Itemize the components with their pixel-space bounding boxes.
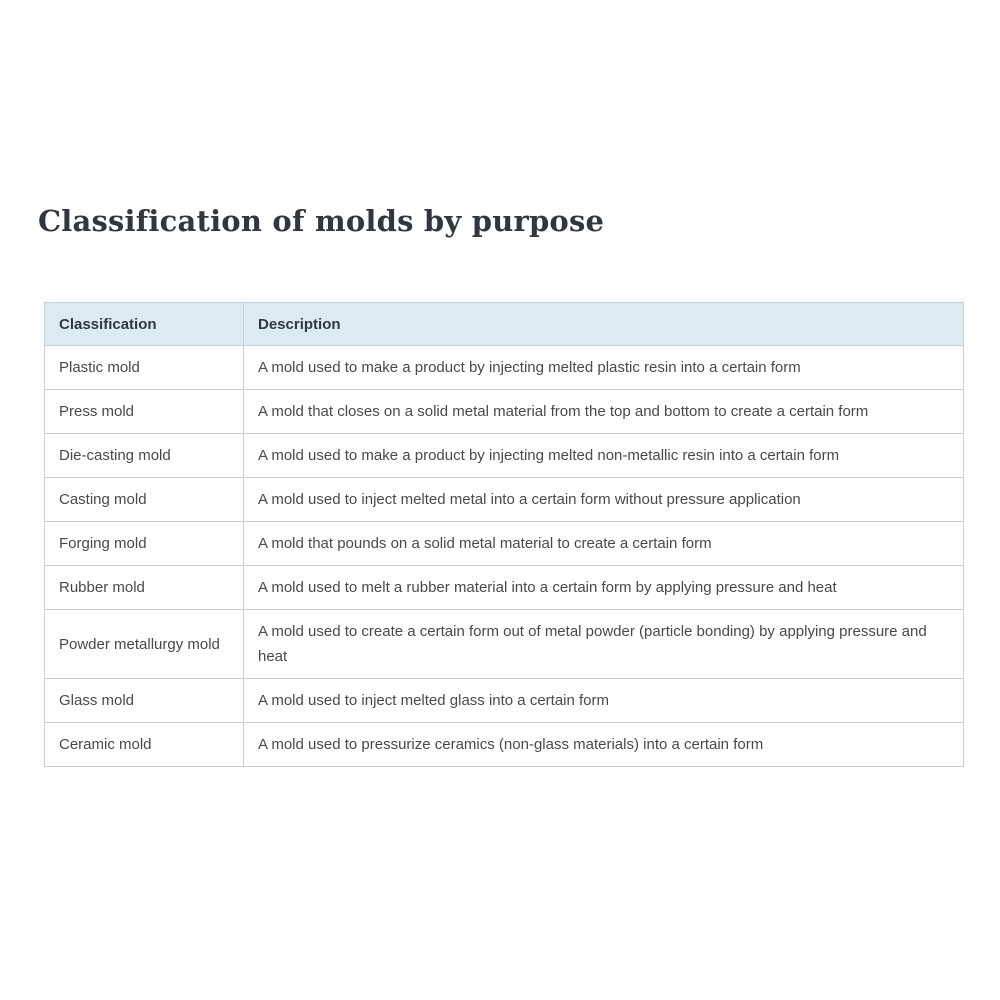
description-cell: A mold used to make a product by injecting melted non-metallic resin into a certain form: [244, 434, 964, 478]
description-cell: A mold used to create a certain form out of metal powder (particle bonding) by applying pressure and heat: [244, 610, 964, 679]
description-cell: A mold used to pressurize ceramics (non-glass materials) into a certain form: [244, 723, 964, 767]
table-row: [45, 346, 964, 390]
classification-cell: Powder metallurgy mold: [45, 610, 244, 679]
description-cell: A mold used to inject melted metal into a certain form without pressure application: [244, 478, 964, 522]
table-row: [45, 522, 964, 566]
classification-cell: Casting mold: [45, 478, 244, 522]
table-row: [45, 390, 964, 434]
table-row: [45, 610, 964, 679]
classification-cell: Die-casting mold: [45, 434, 244, 478]
classification-cell: Ceramic mold: [45, 723, 244, 767]
column-header-classification: Classification: [45, 303, 244, 346]
table-row: [45, 679, 964, 723]
description-cell: A mold used to make a product by injecting melted plastic resin into a certain form: [244, 346, 964, 390]
column-header-description: Description: [244, 303, 964, 346]
classification-cell: Press mold: [45, 390, 244, 434]
classification-cell: Forging mold: [45, 522, 244, 566]
classification-cell: Plastic mold: [45, 346, 244, 390]
page-title: Classification of molds by purpose: [38, 204, 605, 238]
table-row: [45, 434, 964, 478]
description-cell: A mold used to melt a rubber material into a certain form by applying pressure and heat: [244, 566, 964, 610]
table-header-row: [45, 303, 964, 346]
classification-cell: Glass mold: [45, 679, 244, 723]
table-row: [45, 566, 964, 610]
description-cell: A mold that pounds on a solid metal material to create a certain form: [244, 522, 964, 566]
table-row: [45, 723, 964, 767]
classification-cell: Rubber mold: [45, 566, 244, 610]
description-cell: A mold that closes on a solid metal material from the top and bottom to create a certain form: [244, 390, 964, 434]
description-cell: A mold used to inject melted glass into a certain form: [244, 679, 964, 723]
molds-classification-table: [44, 302, 964, 767]
table-row: [45, 478, 964, 522]
